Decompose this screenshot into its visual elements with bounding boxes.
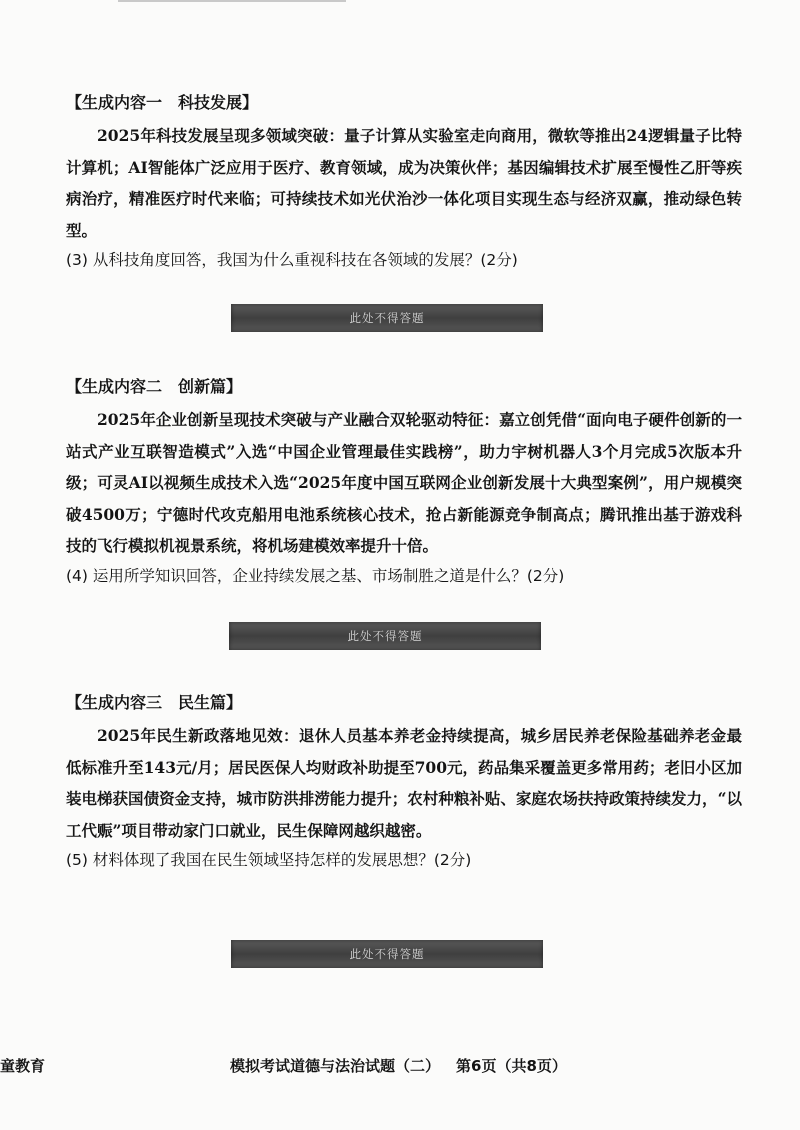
heading-title: 创新篇】 bbox=[178, 377, 243, 396]
heading-tag: 【生成内容一 bbox=[66, 93, 163, 112]
section-heading bbox=[66, 692, 742, 714]
footer-title-block bbox=[230, 1055, 567, 1076]
footer-page-number: 第6页（共8页） bbox=[456, 1057, 567, 1075]
section-heading bbox=[66, 92, 742, 114]
heading-title: 民生篇】 bbox=[178, 693, 243, 712]
footer-title: 模拟考试道德与法治试题（二） bbox=[230, 1057, 441, 1075]
question-3: (3) 从科技角度回答，我国为什么重视科技在各领域的发展？(2分) bbox=[66, 251, 518, 269]
heading-tag: 【生成内容三 bbox=[66, 693, 163, 712]
question-4: (4) 运用所学知识回答，企业持续发展之基、市场制胜之道是什么？(2分) bbox=[66, 566, 565, 585]
section-heading bbox=[66, 376, 742, 398]
question-5: (5) 材料体现了我国在民生领域坚持怎样的发展思想？(2分) bbox=[66, 851, 472, 869]
page-footer bbox=[0, 1055, 800, 1077]
material-paragraph: 2025年企业创新呈现技术突破与产业融合双轮驱动特征：嘉立创凭借“面向电子硬件创新的一站式产业互联智造模式”入选“中国企业管理最佳实践榜”，助力宇树机器人3个月完成5次版本升级；可灵AI以视频生成技术入选“2025年度中国互联网企业创新发展十大典型案例”，用户规模突破4500万；宁德时代攻克船用电池系统核心技术，抢占新能源竞争制高点；腾讯推出基于游戏科技的飞行模拟机视景系统，将机场建模效率提升十倍。 bbox=[66, 410, 742, 555]
no-answer-zone: 此处不得答题 bbox=[231, 940, 543, 968]
no-answer-zone: 此处不得答题 bbox=[229, 622, 541, 650]
material-paragraph: 2025年民生新政落地见效：退休人员基本养老金持续提高，城乡居民养老保险基础养老金最低标准升至143元/月；居民医保人均财政补助提至700元，药品集采覆盖更多常用药；老旧小区加装电梯获国债资金支持，城市防洪排涝能力提升；农村种粮补贴、家庭农场扶持政策持续发力，“以工代赈”项目带动家门口就业，民生保障网越织越密。 bbox=[66, 726, 742, 840]
footer-brand: 童教育 bbox=[0, 1057, 46, 1075]
heading-tag: 【生成内容二 bbox=[66, 377, 163, 396]
material-paragraph: 2025年科技发展呈现多领域突破：量子计算从实验室走向商用，微软等推出24逻辑量子比特计算机；AI智能体广泛应用于医疗、教育领域，成为决策伙伴；基因编辑技术扩展至慢性乙肝等疾病治疗，精准医疗时代来临；可持续技术如光伏治沙一体化项目实现生态与经济双赢，推动绿色转型。 bbox=[66, 126, 742, 240]
section-technology bbox=[66, 92, 742, 274]
section-innovation bbox=[66, 376, 742, 590]
section-livelihood bbox=[66, 692, 742, 874]
heading-title: 科技发展】 bbox=[178, 93, 259, 112]
no-answer-zone: 此处不得答题 bbox=[231, 304, 543, 332]
top-rule bbox=[118, 0, 346, 2]
